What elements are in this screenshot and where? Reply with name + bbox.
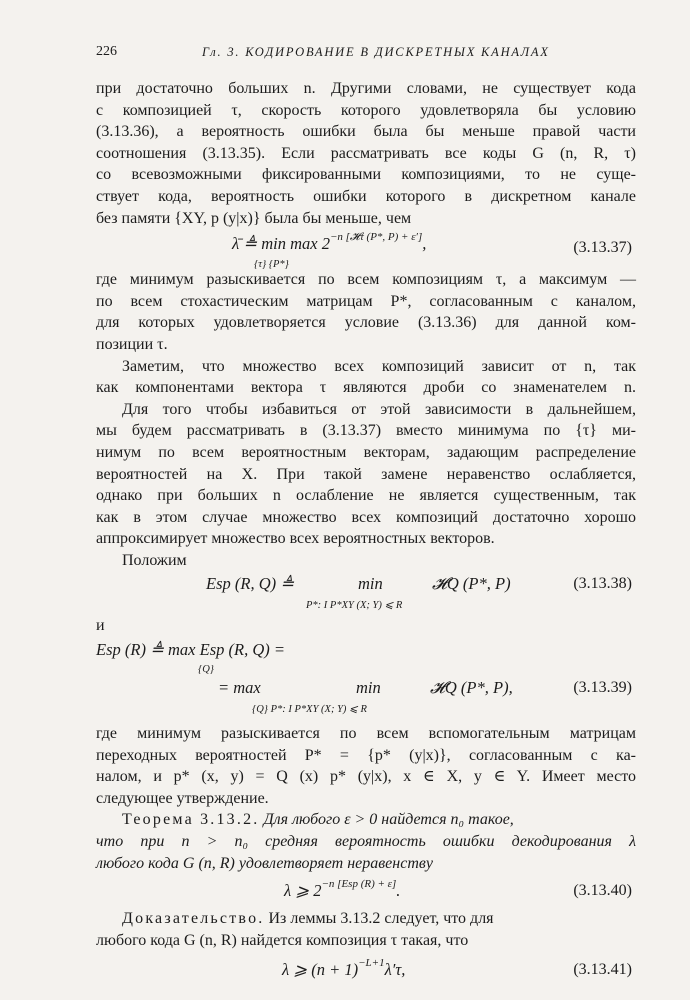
equation-number: (3.13.38) (573, 575, 632, 593)
eq40-exponent: −n [Esp (R) + ε] (321, 878, 397, 891)
eq38-rhs: 𝓗Q (P*, P) (432, 574, 511, 594)
text-line: мы будем рассматривать в (3.13.37) вместо минимума по {τ} ми- (96, 422, 636, 440)
page-header (0, 44, 690, 64)
paragraph-2 (96, 269, 636, 355)
theorem-text: Для любого ε > 0 найдется n₀ такое, (263, 811, 514, 829)
text-line: (3.13.36), а вероятность ошибки была бы меньше правой части (96, 123, 636, 141)
theorem-line: что при n > n₀ средняя вероятность ошибки декодирования λ (96, 833, 636, 851)
text-line: следующее утверждение. (96, 789, 269, 807)
body-text (96, 78, 636, 985)
proof-title: Доказательство. (122, 910, 265, 928)
polozhim-line: Положим (122, 551, 187, 569)
eq37-lhs: λ̄ ≜ min max 2 (232, 234, 330, 254)
text-line: как в этом случае множество всех композиций достаточно хорошо (96, 508, 636, 526)
eq39b-rhs: 𝓗Q (P*, P), (430, 678, 513, 698)
text-line: при достаточно больших n. Другими словами, не существует кода (96, 80, 636, 97)
and-word: и (96, 617, 105, 635)
page-number: 226 (96, 44, 117, 59)
paragraph-1 (96, 78, 636, 229)
eq39a-under: {Q} (198, 664, 214, 676)
text-line: с композицией τ, скорость которого удовлетворяла бы условию (96, 101, 636, 119)
eq38-under: P*: I P*XY (X; Y) ⩽ R (306, 600, 403, 612)
text-line: вероятностей на X. При такой замене неравенство ослабляется, (96, 465, 636, 483)
text-line: соотношения (3.13.35). Если рассматривать все коды G (n, R, τ) (96, 144, 636, 162)
text-line: без памяти {XY, p (y|x)} была бы меньше, чем (96, 209, 412, 227)
text-line: со всевозможными фиксированными композициями, то не суще- (96, 166, 636, 184)
eq37-exponent: −n [𝓗τ (P*, P) + ε′] (329, 231, 423, 244)
equation-number: (3.13.39) (573, 679, 632, 697)
text-line: Заметим, что множество всех композиций зависит от n, так (122, 357, 636, 375)
equation-number: (3.13.40) (573, 882, 632, 900)
proof (96, 908, 636, 951)
text-line: аппроксимирует множество всех вероятностных векторов. (96, 530, 495, 548)
equation-3-13-41 (96, 951, 636, 985)
eq39a-lhs: Esp (R) ≜ max Esp (R, Q) = (96, 640, 286, 660)
text-line: где минимум разыскивается по всем вспомогательным матрицам (96, 725, 636, 743)
text-line: ствует кода, вероятность ошибки которого в дискретном канале (96, 187, 636, 205)
equation-3-13-40 (96, 874, 636, 908)
text-line: по всем стохастическим матрицам P*, согласованным с каналом, (96, 292, 636, 310)
equation-number: (3.13.37) (573, 239, 632, 257)
equation-3-13-37 (96, 229, 636, 269)
eq39b-min: min (356, 678, 381, 698)
paragraph-5 (96, 723, 636, 809)
proof-first-line (96, 908, 636, 930)
text-line: для которых удовлетворяется условие (3.13.36) для данной ком- (96, 314, 636, 332)
text-line: нимум по всем вероятностным векторам, задающим распределение (96, 443, 636, 461)
running-head: Гл. 3. КОДИРОВАНИЕ В ДИСКРЕТНЫХ КАНАЛАХ (202, 45, 550, 59)
equation-3-13-38 (96, 571, 636, 615)
paragraph-4 (96, 399, 636, 550)
text-line: переходных вероятностей P* = {p* (y|x)}, согласованным с ка- (96, 746, 636, 764)
text-line: позиции τ. (96, 335, 168, 353)
equation-3-13-39-line-2 (96, 673, 636, 723)
text-line: налом, и p* (x, y) = Q (x) p* (y|x), x ∈ X, y ∈ Y. Имеет место (96, 768, 636, 786)
equation-3-13-39-line-1 (96, 637, 636, 676)
eq38-min: min (358, 574, 383, 594)
proof-line: любого кода G (n, R) найдется композиция τ такая, что (96, 931, 469, 949)
eq39b-lhs: = max (218, 678, 261, 698)
proof-text: Из леммы 3.13.2 следует, что для (268, 910, 494, 928)
theorem-title: Теорема 3.13.2. (122, 811, 260, 829)
equation-number: (3.13.41) (573, 961, 632, 979)
eq41-exponent: −L+1 (358, 957, 385, 970)
eq41-tail: λ′τ, (384, 960, 406, 980)
text-line: однако при больших n ослабление не является существенным, так (96, 487, 636, 505)
text-line: где минимум разыскивается по всем композициям τ, а максимум — (96, 271, 636, 289)
eq37-tail: , (422, 234, 427, 254)
theorem-3-13-2 (96, 809, 636, 874)
eq40-lhs: λ ⩾ 2 (284, 881, 322, 901)
eq40-tail: . (396, 881, 401, 901)
theorem-first-line (96, 809, 636, 831)
paragraph-3 (96, 356, 636, 399)
eq38-lhs: Esp (R, Q) ≜ (206, 574, 295, 594)
theorem-line: любого кода G (n, R) удовлетворяет неравенству (96, 854, 433, 872)
text-line: как компонентами вектора τ являются дроби со знаменателем n. (96, 379, 636, 397)
eq37-under: {τ} {P*} (254, 259, 289, 271)
eq41-lhs: λ ⩾ (n + 1) (282, 960, 359, 980)
text-line: Для того чтобы избавиться от этой зависимости в дальнейшем, (122, 400, 636, 418)
eq39b-under: {Q} P*: I P*XY (X; Y) ⩽ R (252, 704, 367, 716)
